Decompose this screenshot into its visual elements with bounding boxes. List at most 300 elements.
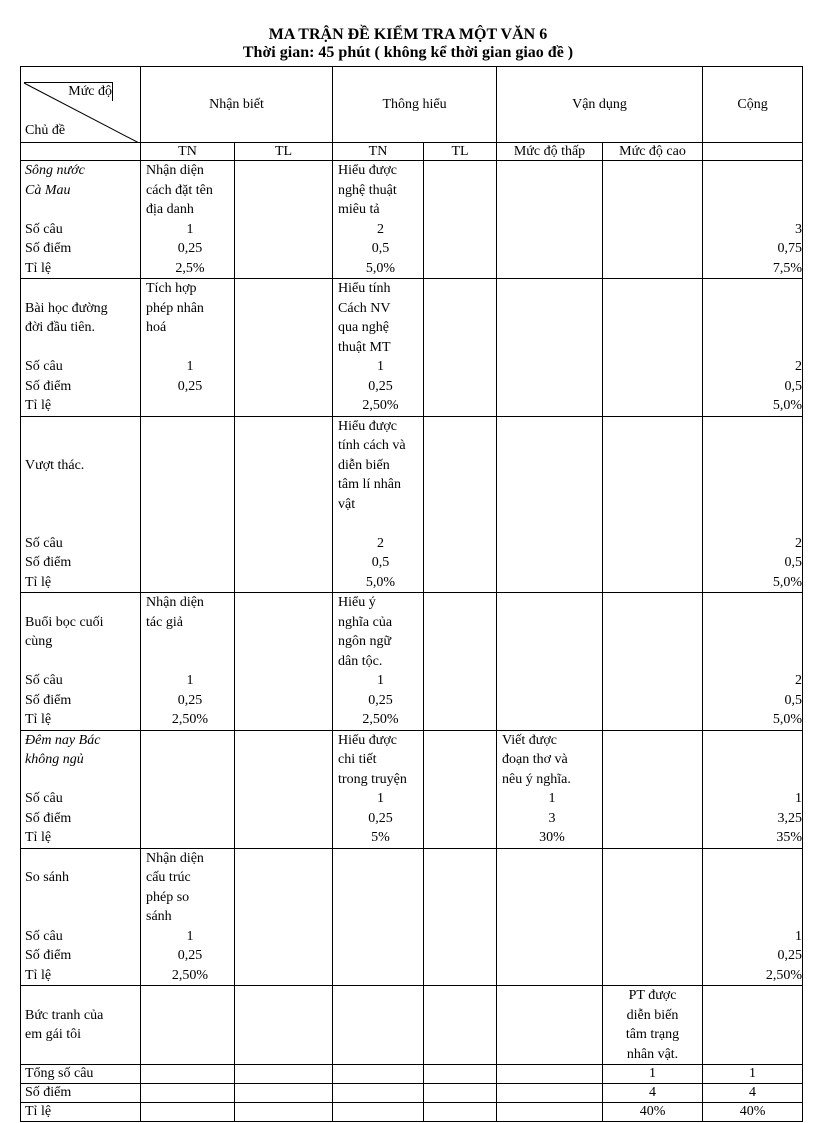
- topic-row: [21, 848, 803, 986]
- cell-total: [703, 161, 803, 279]
- cell-vd-low: [497, 730, 603, 848]
- topic-cell: [21, 593, 141, 731]
- cell-nb-tn: [141, 279, 235, 417]
- cell-nb-tn: [141, 161, 235, 279]
- subheader-nb-tn: TN: [141, 143, 235, 161]
- cell-nb-tn-cau: [146, 534, 234, 554]
- cell-vd-low-cau: [502, 534, 602, 554]
- cell-th-tn-cau: 1: [377, 359, 385, 374]
- stat-label: Số câu: [25, 791, 63, 806]
- cell-nb-tl: [235, 416, 333, 593]
- cell-th-tn-cau: [338, 927, 423, 947]
- cell-vd-low-text: [502, 849, 602, 869]
- cell-vd-low-cau: [502, 220, 602, 240]
- cell-vd-high-cau: [603, 789, 702, 809]
- cell-th-tl-text: [424, 181, 496, 201]
- cell-th-tn-text: nghệ thuật: [338, 182, 397, 198]
- cell-nb-tn-text: [146, 338, 234, 358]
- cell-th-tl-text: [424, 652, 496, 672]
- cell-th-tn-diem: [338, 946, 423, 966]
- cell-vd-low-tile: [502, 966, 602, 986]
- cell-vd-low-text: Viết được: [502, 732, 557, 748]
- footer-empty: [235, 1065, 333, 1084]
- cell-th-tl-text: [424, 868, 496, 888]
- cell-th-tn-cau: 2: [377, 535, 385, 551]
- cell-th-tn-text: Hiểu được: [338, 418, 397, 434]
- cell-th-tn-tile: 2,50%: [362, 398, 399, 413]
- cell-vd-low-text: [502, 593, 602, 613]
- cell-th-tn-text: Hiểu được: [338, 732, 397, 748]
- cell-th-tn-text: [338, 907, 423, 927]
- cell-total: [703, 416, 803, 593]
- cell-nb-tl: [235, 161, 333, 279]
- topic-row: [21, 279, 803, 417]
- topic-name: Bài học đường: [25, 300, 108, 316]
- topic-name: [25, 417, 140, 437]
- cell-vd-high-cau: [603, 357, 702, 377]
- cell-nb-tn-cau: [146, 789, 234, 809]
- cell-nb-tl-text: [235, 299, 332, 319]
- cell-th-tn-text: miêu tả: [338, 202, 380, 217]
- cell-vd-low-text: [502, 456, 602, 476]
- cell-nb-tn-text: địa danh: [146, 202, 194, 217]
- cell-total: [703, 986, 803, 1065]
- cell-total-tile: 5,0%: [772, 574, 803, 590]
- cell-th-tn-tile: 5%: [371, 830, 390, 845]
- cell-total-diem: 0,5: [784, 378, 803, 394]
- topic-name: em gái tôi: [25, 1027, 81, 1042]
- cell-nb-tn-text: [146, 456, 234, 476]
- cell-nb-tn-text: cấu trúc: [146, 870, 191, 885]
- cell-nb-tn-tile: 2,50%: [171, 967, 209, 983]
- cell-total-diem: 0,25: [777, 948, 803, 963]
- footer-vd-high: 4: [603, 1084, 703, 1103]
- cell-total-tile: 5,0%: [772, 712, 803, 727]
- subheader-th-tn: TN: [333, 143, 424, 161]
- cell-th-tl-text: [424, 986, 496, 1006]
- cell-vd-high-text: [603, 514, 702, 534]
- cell-vd-low-tile: [502, 259, 602, 279]
- cell-vd-low-cau: 1: [548, 791, 556, 806]
- cell-vd-high-text: [603, 652, 702, 672]
- cell-th-tl: [424, 848, 497, 986]
- cell-nb-tl-text: [235, 1025, 332, 1045]
- cell-th-tn-text: [338, 888, 423, 908]
- cell-th-tn-text: nghĩa của: [338, 614, 393, 630]
- cell-vd-high-text: [603, 849, 702, 869]
- cell-vd-high-text: [603, 593, 702, 613]
- cell-nb-tn-diem: 0,25: [177, 692, 203, 708]
- cell-vd-low: [497, 161, 603, 279]
- topic-label: Chủ đề: [25, 123, 66, 138]
- cell-th-tn-text: [338, 1006, 423, 1026]
- cell-vd-high-text: diễn biến: [626, 1007, 679, 1023]
- cell-th-tl: [424, 986, 497, 1065]
- cell-total-cau: 2: [795, 535, 803, 551]
- cell-th-tl-text: [424, 888, 496, 908]
- cell-vd-high-tile: [603, 396, 702, 416]
- cell-th-tn-text: Hiểu được: [338, 163, 397, 178]
- stat-label: Số điểm: [25, 810, 72, 826]
- cell-nb-tn-tile: 2,50%: [171, 712, 209, 727]
- cell-total-text: [703, 907, 802, 927]
- cell-vd-high-tile: [603, 828, 702, 848]
- cell-nb-tn-text: phép so: [146, 889, 190, 905]
- subheader-vd-low: Mức độ thấp: [497, 143, 603, 161]
- cell-total-text: [703, 1045, 802, 1065]
- cell-nb-tn-tile: [146, 396, 234, 416]
- stat-label: Số điểm: [25, 241, 72, 256]
- cell-th-tl-text: [424, 161, 496, 181]
- cell-vd-low-text: [502, 161, 602, 181]
- cell-total-cau: 1: [795, 791, 803, 806]
- cell-total-tile: 35%: [776, 830, 803, 845]
- corner-cell: [21, 67, 141, 143]
- cell-vd-high-text: [603, 868, 702, 888]
- cell-total-text: [703, 731, 802, 751]
- cell-total: [703, 730, 803, 848]
- cell-th-tl-text: [424, 338, 496, 358]
- cell-vd-low-text: [502, 652, 602, 672]
- cell-total: [703, 848, 803, 986]
- cell-total-text: [703, 338, 802, 358]
- stat-label: Số điểm: [25, 555, 72, 570]
- cell-th-tn-text: vật: [338, 496, 356, 512]
- stat-label: Số điểm: [25, 692, 72, 708]
- cell-nb-tn-text: [146, 770, 234, 790]
- cell-th-tl: [424, 161, 497, 279]
- cell-nb-tl-text: [235, 849, 332, 869]
- cell-vd-low-text: [502, 868, 602, 888]
- stat-label: Tỉ lệ: [25, 830, 52, 845]
- cell-nb-tn-diem: [146, 553, 234, 573]
- cell-th-tn: [333, 730, 424, 848]
- cell-th-tn-text: qua nghệ: [338, 320, 389, 335]
- cell-vd-low-diem: [502, 946, 602, 966]
- cell-nb-tl-text: [235, 1045, 332, 1065]
- cell-th-tn-text: Hiểu ý: [338, 595, 376, 610]
- cell-vd-low: [497, 848, 603, 986]
- cell-total-text: [703, 632, 802, 652]
- stat-label: Số câu: [25, 221, 63, 237]
- cell-total: [703, 593, 803, 731]
- cell-vd-low: [497, 986, 603, 1065]
- cell-th-tn-cau: 2: [377, 221, 385, 237]
- cell-nb-tn-text: Nhận diện: [146, 595, 204, 610]
- cell-total-text: [703, 986, 802, 1006]
- topic-name: cùng: [25, 634, 53, 649]
- cell-nb-tn-diem: 0,25: [177, 948, 203, 963]
- cell-th-tn-diem: 0,25: [368, 692, 393, 708]
- cell-total-diem: 3,25: [777, 810, 803, 826]
- cell-th-tn-cau: 1: [377, 673, 385, 688]
- topic-name: [25, 514, 140, 534]
- cell-nb-tn-cau: 1: [186, 359, 194, 374]
- cell-total-text: [703, 868, 802, 888]
- cell-th-tl-text: [424, 436, 496, 456]
- topic-row: [21, 986, 803, 1065]
- subheader-total-empty: [703, 143, 803, 161]
- topic-name: [25, 986, 140, 1006]
- cell-vd-low-text: [502, 318, 602, 338]
- cell-th-tl-text: [424, 475, 496, 495]
- cell-nb-tl-text: [235, 318, 332, 338]
- cell-nb-tn-text: [146, 1025, 234, 1045]
- topic-name: không ngủ: [25, 752, 84, 767]
- stat-label: Tỉ lệ: [25, 260, 52, 276]
- cell-total-text: [703, 417, 802, 437]
- cell-th-tl-text: [424, 279, 496, 299]
- cell-total-text: [703, 436, 802, 456]
- cell-th-tn-cau: 1: [377, 791, 385, 806]
- cell-vd-low-text: [502, 338, 602, 358]
- cell-nb-tn-text: [146, 495, 234, 515]
- cell-nb-tl-text: [235, 1006, 332, 1026]
- cell-nb-tn: [141, 730, 235, 848]
- footer-empty: [497, 1103, 603, 1122]
- cell-total-text: [703, 318, 802, 338]
- cell-vd-low-diem: [502, 691, 602, 711]
- cell-total-text: [703, 849, 802, 869]
- cell-th-tl-text: [424, 495, 496, 515]
- topic-cell: [21, 848, 141, 986]
- stat-label: Tỉ lệ: [25, 712, 52, 727]
- cell-vd-low-text: [502, 907, 602, 927]
- stat-label: Số điểm: [25, 948, 72, 963]
- cell-vd-high-text: [603, 200, 702, 220]
- cell-th-tn-diem: 0,25: [368, 378, 393, 394]
- cell-th-tn: [333, 161, 424, 279]
- stat-label: Số câu: [25, 359, 63, 374]
- topic-name: [25, 593, 140, 613]
- cell-nb-tl-text: [235, 417, 332, 437]
- cell-vd-low-diem: [502, 377, 602, 397]
- cell-vd-high-text: tâm trạng: [625, 1027, 680, 1042]
- cell-vd-high-cau: [603, 220, 702, 240]
- cell-th-tn: [333, 848, 424, 986]
- cell-vd-low-text: [502, 436, 602, 456]
- cell-vd-low-text: [502, 181, 602, 201]
- cell-nb-tn-text: [146, 750, 234, 770]
- cell-total-text: [703, 200, 802, 220]
- footer-vd-high: 40%: [603, 1103, 703, 1122]
- topic-name: Vượt thác.: [25, 457, 85, 473]
- cell-th-tl-text: [424, 1025, 496, 1045]
- cell-nb-tn: [141, 986, 235, 1065]
- cell-vd-high-diem: [603, 809, 702, 829]
- cell-th-tn: [333, 986, 424, 1065]
- cell-nb-tl-text: [235, 868, 332, 888]
- cell-vd-low-text: [502, 632, 602, 652]
- cell-total-diem: 0,5: [784, 555, 803, 570]
- cell-th-tn-text: dân tộc.: [338, 653, 383, 669]
- cell-total-cau: 3: [795, 221, 803, 237]
- header-row: [21, 67, 803, 143]
- footer-label: Số điểm: [21, 1084, 141, 1103]
- cell-total-tile: 2,50%: [765, 967, 803, 983]
- cell-vd-high-text: [603, 613, 702, 633]
- cell-nb-tl-text: [235, 200, 332, 220]
- matrix-table: [20, 66, 803, 1122]
- header-total: Cộng: [703, 67, 803, 143]
- cell-total-text: [703, 181, 802, 201]
- footer-empty: [497, 1065, 603, 1084]
- topic-name: [25, 495, 140, 515]
- cell-th-tn-text: [338, 514, 423, 534]
- topic-name: [25, 770, 140, 790]
- cell-nb-tn-tile: 2,5%: [175, 260, 205, 276]
- cell-th-tl-text: [424, 593, 496, 613]
- cell-vd-high-text: [603, 338, 702, 358]
- topic-name: Cà Mau: [25, 182, 71, 198]
- cell-nb-tl: [235, 279, 333, 417]
- cell-vd-high-text: [603, 456, 702, 476]
- cell-th-tn-diem: 0,25: [368, 810, 393, 826]
- cell-th-tn-text: [338, 849, 423, 869]
- cell-vd-low-tile: [502, 573, 602, 593]
- cell-nb-tn: [141, 416, 235, 593]
- cell-th-tn-text: [338, 986, 423, 1006]
- cell-th-tn-text: tính cách và: [338, 438, 406, 453]
- topic-name: So sánh: [25, 870, 69, 885]
- topic-name: Buổi bọc cuối: [25, 614, 104, 630]
- cell-vd-low: [497, 416, 603, 593]
- cell-nb-tn-cau: 1: [186, 673, 194, 688]
- cell-vd-high-tile: [603, 573, 702, 593]
- footer-empty: [235, 1103, 333, 1122]
- cell-total-text: [703, 279, 802, 299]
- cell-vd-high-text: [603, 318, 702, 338]
- cell-nb-tn-text: [146, 514, 234, 534]
- topic-name: Đêm nay Bác: [25, 732, 101, 748]
- topic-name: [25, 849, 140, 869]
- cell-th-tl-text: [424, 849, 496, 869]
- cell-total: [703, 279, 803, 417]
- cell-vd-low-text: [502, 475, 602, 495]
- cell-nb-tn-text: [146, 986, 234, 1006]
- cell-th-tn: [333, 593, 424, 731]
- cell-vd-low-diem: [502, 239, 602, 259]
- topic-cell: [21, 279, 141, 417]
- cell-nb-tn-text: [146, 632, 234, 652]
- footer-empty: [497, 1084, 603, 1103]
- cell-vd-high-diem: [603, 239, 702, 259]
- cell-vd-high-text: [603, 279, 702, 299]
- cell-total-diem: 0,75: [777, 241, 803, 256]
- cell-nb-tn-diem: 0,25: [177, 378, 203, 394]
- cell-nb-tn-text: tác giả: [146, 614, 183, 630]
- cell-vd-high-diem: [603, 946, 702, 966]
- cell-nb-tl-text: [235, 613, 332, 633]
- cell-nb-tn-text: cách đặt tên: [146, 182, 213, 198]
- header-understand: Thông hiểu: [333, 67, 497, 143]
- cell-vd-low-tile: [502, 396, 602, 416]
- cell-nb-tn-cau: 1: [186, 221, 194, 237]
- cell-vd-low-text: đoạn thơ và: [502, 752, 568, 767]
- cell-total-cau: 2: [795, 359, 803, 374]
- cell-nb-tl-text: [235, 181, 332, 201]
- cell-th-tl: [424, 730, 497, 848]
- cell-th-tn-diem: 0,5: [371, 555, 390, 570]
- cell-nb-tn-text: Nhận diện: [146, 850, 204, 866]
- cell-nb-tl-text: [235, 652, 332, 672]
- cell-vd-low-tile: 30%: [539, 830, 565, 845]
- cell-vd-high-text: [603, 907, 702, 927]
- cell-th-tn: [333, 279, 424, 417]
- cell-nb-tl-text: [235, 495, 332, 515]
- header-recognize: Nhận biết: [141, 67, 333, 143]
- cell-vd-low: [497, 279, 603, 417]
- cell-th-tl-text: [424, 417, 496, 437]
- cell-th-tn-text: [338, 1025, 423, 1045]
- topic-name: Sông nước: [25, 163, 85, 178]
- level-label: Mức độ: [68, 84, 112, 99]
- cell-total-text: [703, 161, 802, 181]
- topic-row: [21, 593, 803, 731]
- cell-th-tl: [424, 593, 497, 731]
- cell-vd-high-text: [603, 770, 702, 790]
- stat-label: Tỉ lệ: [25, 398, 52, 413]
- topic-row: [21, 730, 803, 848]
- cell-vd-high: [603, 593, 703, 731]
- cell-total-text: [703, 1006, 802, 1026]
- subheader-empty: [21, 143, 141, 161]
- footer-vd-high: 1: [603, 1065, 703, 1084]
- cell-total-text: [703, 652, 802, 672]
- cell-total-text: [703, 593, 802, 613]
- cell-vd-high-tile: [603, 710, 702, 730]
- cell-vd-low-cau: [502, 357, 602, 377]
- cell-th-tn-text: diễn biến: [338, 457, 390, 473]
- stat-label: Tỉ lệ: [25, 574, 52, 590]
- cell-nb-tl-text: [235, 593, 332, 613]
- stat-label: Số câu: [25, 928, 63, 944]
- footer-empty: [141, 1103, 235, 1122]
- footer-row: [21, 1103, 803, 1122]
- cell-nb-tl-text: [235, 907, 332, 927]
- cell-th-tl-text: [424, 770, 496, 790]
- cell-nb-tl-text: [235, 986, 332, 1006]
- topic-cell: [21, 986, 141, 1065]
- cell-nb-tl-text: [235, 436, 332, 456]
- cell-vd-low-text: nêu ý nghĩa.: [502, 771, 571, 787]
- cell-th-tl-text: [424, 299, 496, 319]
- footer-empty: [333, 1065, 424, 1084]
- cell-vd-high: [603, 416, 703, 593]
- cell-vd-high-text: [603, 417, 702, 437]
- footer-row: [21, 1084, 803, 1103]
- cell-th-tn-text: Cách NV: [338, 300, 391, 316]
- cell-vd-high-cau: [603, 927, 702, 947]
- cell-vd-high-text: [603, 750, 702, 770]
- cell-nb-tn-text: [146, 436, 234, 456]
- cell-th-tl: [424, 279, 497, 417]
- cell-vd-low-text: [502, 986, 602, 1006]
- footer-empty: [141, 1084, 235, 1103]
- cell-vd-high: [603, 161, 703, 279]
- topic-name: [25, 888, 140, 908]
- cell-th-tn-tile: 2,50%: [362, 712, 399, 727]
- cell-nb-tl-text: [235, 888, 332, 908]
- footer-empty: [424, 1103, 497, 1122]
- cell-total-diem: 0,5: [784, 692, 803, 708]
- cell-nb-tn-tile: [146, 573, 234, 593]
- cell-th-tl-text: [424, 200, 496, 220]
- footer-empty: [424, 1065, 497, 1084]
- footer-label: Tỉ lệ: [21, 1103, 141, 1122]
- cell-th-tn-text: Hiểu tính: [338, 281, 391, 296]
- topic-name: [25, 279, 140, 299]
